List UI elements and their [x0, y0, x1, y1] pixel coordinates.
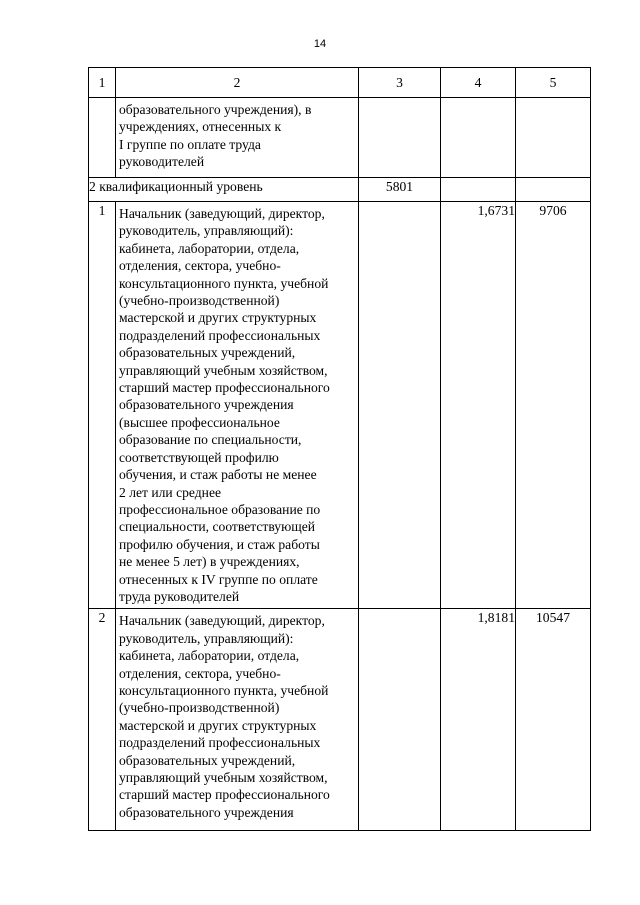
qualification-level-code: 5801	[359, 178, 441, 202]
page-number: 14	[313, 38, 327, 50]
table-row	[89, 202, 591, 609]
coefficient: 1,6731	[441, 202, 516, 609]
position-description: Начальник (заведующий, директор, руководитель, управляющий): кабинета, лаборатории, отдела, отделения, сектора, учебно- консультационного пункта, учебной (учебно-производственной) мастерской и других структурных подразделений профессиональных образовательных учреждений, управляющий учебным хозяйством, старший мастер профессионального образовательного учреждения	[119, 613, 330, 820]
row-number: 2	[89, 609, 116, 831]
column-header: 4	[441, 68, 516, 98]
qualification-level-row	[89, 178, 591, 202]
coefficient: 1,8181	[441, 609, 516, 831]
qualification-level-label: 2 квалификационный уровень	[89, 178, 359, 202]
column-header: 1	[89, 68, 116, 98]
row-number: 1	[89, 202, 116, 609]
salary-value: 10547	[516, 609, 591, 831]
table-row	[89, 98, 591, 178]
salary-value: 9706	[516, 202, 591, 609]
position-description: Начальник (заведующий, директор, руководитель, управляющий): кабинета, лаборатории, отдела, отделения, сектора, учебно- консультационного пункта, учебной (учебно-производственной) мастерской и других структурных подразделений профессиональных образовательных учреждений, управляющий учебным хозяйством, старший мастер профессионального образовательного учреждения (высшее профессиональное образование по специальности, соответствующей профилю обучения, и стаж работы не менее 2 лет или среднее профессиональное образование по специальности, соответствующей профилю обучения, и стаж работы не менее 5 лет) в учреждениях, отнесенных к IV группе по оплате труда руководителей	[119, 206, 330, 604]
salary-table	[88, 67, 591, 831]
position-description: образовательного учреждения), в учреждениях, отнесенных к I группе по оплате труда руководителей	[119, 102, 312, 170]
table-row	[89, 609, 591, 831]
table-header-row	[89, 68, 591, 98]
column-header: 2	[116, 68, 359, 98]
column-header: 3	[359, 68, 441, 98]
column-header: 5	[516, 68, 591, 98]
